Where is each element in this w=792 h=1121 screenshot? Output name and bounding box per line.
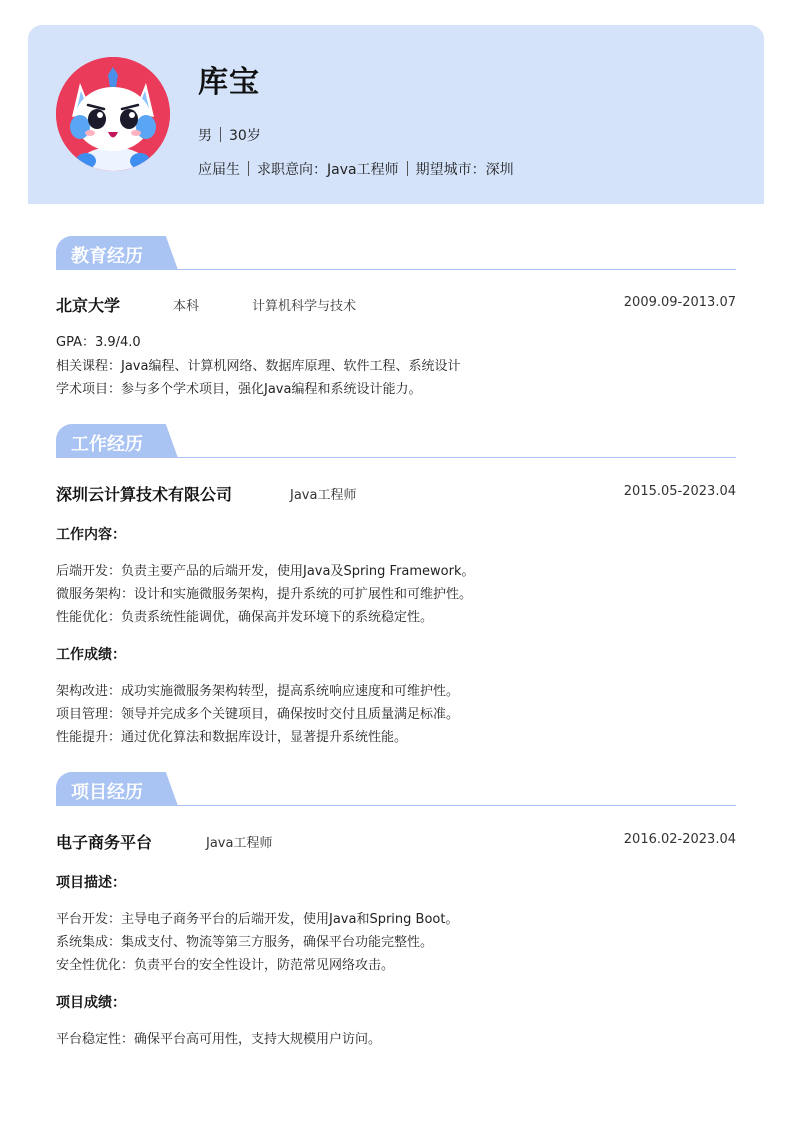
job-intent: 求职意向：Java工程师 [257, 162, 399, 178]
work-dates: 2015.05-2023.04 [623, 484, 736, 499]
section-title: 工作经历 [71, 434, 143, 455]
work-content-item: 微服务架构：设计和实施微服务架构，提升系统的可扩展性和可维护性。 [56, 587, 473, 602]
section-rule [172, 805, 736, 807]
age: 30岁 [229, 128, 261, 144]
profile-header [28, 25, 764, 204]
section-rule [172, 269, 736, 271]
divider [407, 161, 408, 176]
work-result-item: 性能提升：通过优化算法和数据库设计，显著提升系统性能。 [56, 730, 408, 745]
basic-info [198, 125, 261, 145]
section-title: 教育经历 [71, 246, 143, 267]
section-rule [172, 457, 736, 459]
project-desc-item: 安全性优化：负责平台的安全性设计，防范常见网络攻击。 [56, 958, 395, 973]
work-content-heading: 工作内容： [56, 527, 126, 543]
project-section-header [56, 772, 736, 806]
project-result-item: 平台稳定性：确保平台高可用性，支持大规模用户访问。 [56, 1032, 382, 1047]
education-section-header [56, 236, 736, 270]
project-entry-header [56, 830, 736, 852]
work-result-item: 架构改进：成功实施微服务架构转型，提高系统响应速度和可维护性。 [56, 684, 460, 699]
gender: 男 [198, 128, 212, 144]
school-name: 北京大学 [56, 296, 121, 315]
avatar [56, 57, 170, 171]
work-entry-header [56, 482, 736, 504]
candidate-name: 库宝 [198, 65, 260, 100]
project-desc-item: 平台开发：主导电子商务平台的后端开发，使用Java和Spring Boot。 [56, 912, 459, 927]
cat-mascot-icon [56, 57, 170, 171]
work-results-heading: 工作成绩： [56, 647, 126, 663]
work-content-item: 性能优化：负责系统性能调优，确保高并发环境下的系统稳定性。 [56, 610, 434, 625]
work-section-header [56, 424, 736, 458]
project-name: 电子商务平台 [56, 833, 153, 852]
project-dates: 2016.02-2023.04 [623, 832, 736, 847]
company-name: 深圳云计算技术有限公司 [56, 485, 233, 504]
section-title: 项目经历 [71, 782, 143, 803]
education-detail: 学术项目：参与多个学术项目，强化Java编程和系统设计能力。 [56, 382, 422, 397]
education-detail: 相关课程：Java编程、计算机网络、数据库原理、软件工程、系统设计 [56, 359, 461, 374]
divider [248, 161, 249, 176]
education-detail: GPA：3.9/4.0 [56, 335, 141, 350]
project-results-heading: 项目成绩： [56, 995, 126, 1011]
job-intent-info [198, 159, 514, 179]
project-desc-heading: 项目描述： [56, 875, 126, 891]
divider [220, 127, 221, 142]
work-content-item: 后端开发：负责主要产品的后端开发，使用Java及Spring Framework。 [56, 564, 475, 579]
degree: 本科 [173, 299, 200, 314]
major: 计算机科学与技术 [252, 299, 357, 314]
education-entry-header [56, 293, 736, 315]
job-role: Java工程师 [290, 488, 357, 503]
education-dates: 2009.09-2013.07 [623, 295, 736, 310]
project-role: Java工程师 [206, 836, 273, 851]
project-desc-item: 系统集成：集成支付、物流等第三方服务，确保平台功能完整性。 [56, 935, 434, 950]
work-result-item: 项目管理：领导并完成多个关键项目，确保按时交付且质量满足标准。 [56, 707, 460, 722]
expected-city: 期望城市：深圳 [415, 162, 514, 178]
status: 应届生 [198, 162, 240, 178]
